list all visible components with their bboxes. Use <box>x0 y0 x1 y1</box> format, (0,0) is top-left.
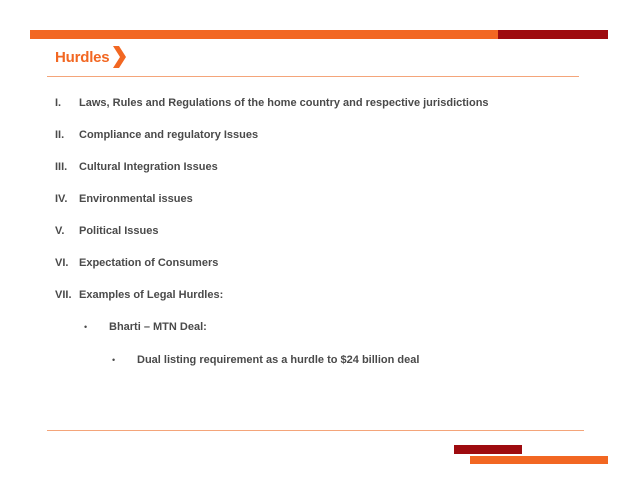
list-item <box>55 96 489 110</box>
list-item <box>55 128 258 142</box>
sub-list-item-text: Bharti – MTN Deal: <box>109 321 207 333</box>
list-item-number: I. <box>55 97 62 109</box>
list-item <box>55 192 193 206</box>
list-item-number: VI. <box>55 257 69 269</box>
sub-list-item <box>84 320 207 334</box>
list-item <box>55 288 223 302</box>
bottom-accent-bar-red <box>454 445 522 454</box>
list-item-text: Examples of Legal Hurdles: <box>79 289 224 301</box>
list-item-text: Compliance and regulatory Issues <box>79 129 259 141</box>
list-item-number: IV. <box>55 193 68 205</box>
bullet-icon: • <box>112 355 116 365</box>
sub-sub-list-item-text: Dual listing requirement as a hurdle to $24 billion deal <box>137 354 420 366</box>
list-item-text: Environmental issues <box>79 193 193 205</box>
chevron-right-icon <box>111 45 127 69</box>
list-item-text: Laws, Rules and Regulations of the home country and respective jurisdictions <box>79 97 489 109</box>
sub-sub-list-item <box>112 353 419 367</box>
bullet-icon: • <box>84 322 88 332</box>
slide-title: Hurdles <box>55 48 110 66</box>
list-item-number: V. <box>55 225 65 237</box>
list-item-number: III. <box>55 161 68 173</box>
list-item-number: VII. <box>55 289 72 301</box>
list-item-text: Expectation of Consumers <box>79 257 219 269</box>
footer-divider <box>47 430 584 431</box>
title-area <box>55 44 127 70</box>
top-accent-bar-orange <box>30 30 498 39</box>
list-item <box>55 160 218 174</box>
list-item-text: Political Issues <box>79 225 159 237</box>
list-item-text: Cultural Integration Issues <box>79 161 218 173</box>
list-item-number: II. <box>55 129 65 141</box>
list-item <box>55 224 158 238</box>
bottom-accent-bar-orange <box>470 456 608 464</box>
list-item <box>55 256 218 270</box>
title-divider <box>47 76 579 77</box>
top-accent-bar-red <box>498 30 608 39</box>
